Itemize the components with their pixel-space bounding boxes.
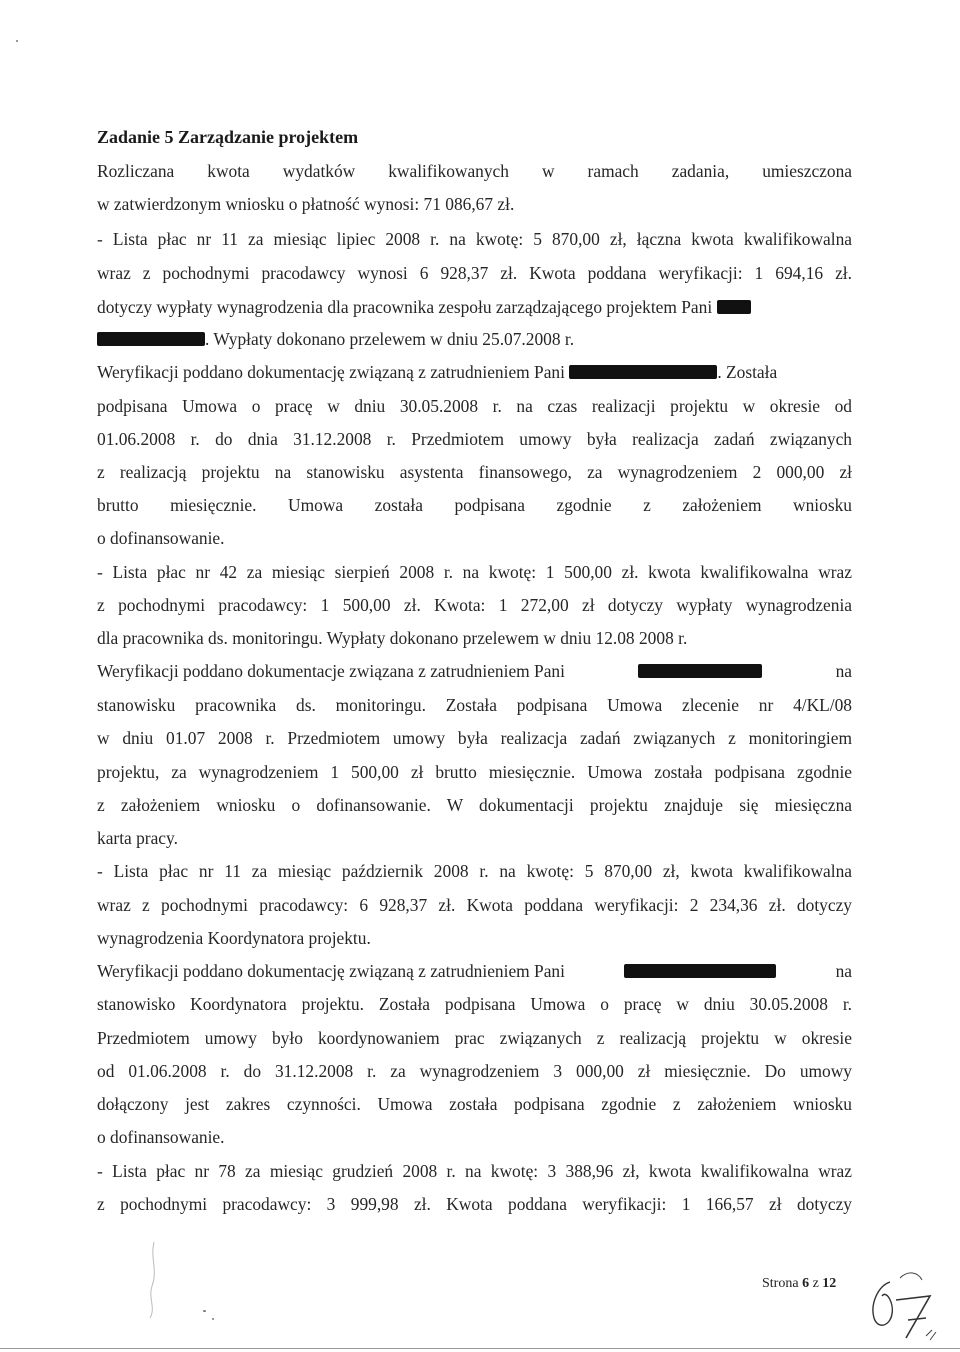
scan-speck: [203, 1310, 206, 1312]
text-line: - Lista płac nr 11 za miesiąc październik 2008 r. na kwotę: 5 870,00 zł, kwota kwalifikowalna: [97, 861, 852, 881]
text-line: [97, 361, 852, 383]
section-heading: Zadanie 5 Zarządzanie projektem: [97, 127, 359, 147]
scan-speck: [16, 40, 18, 42]
text-line: - Lista płac nr 78 za miesiąc grudzień 2008 r. na kwotę: 3 388,96 zł, kwota kwalifikowalna wraz: [97, 1161, 852, 1181]
scan-edge: [0, 1348, 960, 1349]
text-line: z założeniem wniosku o dofinansowanie. W dokumentacji projektu znajduje się miesięczna: [97, 795, 852, 815]
text-line: stanowisko Koordynatora projektu. Została podpisana Umowa o pracę w dniu 30.05.2008 r.: [97, 994, 852, 1014]
page-number-prefix: Strona: [762, 1276, 799, 1291]
text-line: o dofinansowanie.: [97, 528, 225, 548]
text-line: z pochodnymi pracodawcy: 1 500,00 zł. Kwota: 1 272,00 zł dotyczy wypłaty wynagrodzenia: [97, 595, 852, 615]
text-line: - Lista płac nr 11 za miesiąc lipiec 2008 r. na kwotę: 5 870,00 zł, łączna kwota kwalifikowalna: [97, 229, 852, 249]
text-line: [97, 296, 852, 318]
redaction-block: [97, 332, 205, 346]
text-line: dla pracownika ds. monitoringu. Wypłaty dokonano przelewem w dniu 12.08 2008 r.: [97, 628, 688, 648]
redaction-block: [624, 964, 776, 978]
text-line: z realizacją projektu na stanowisku asystenta finansowego, za wynagrodzeniem 2 000,00 zł: [97, 462, 852, 482]
redaction-block: [717, 300, 751, 314]
text-span: na: [835, 961, 852, 981]
text-line: [97, 328, 852, 350]
text-line: - Lista płac nr 42 za miesiąc sierpień 2008 r. na kwotę: 1 500,00 zł. kwota kwalifikowalna wraz: [97, 562, 852, 582]
scan-speck: [212, 1318, 214, 1320]
faint-pen-mark: [140, 1240, 170, 1320]
initials-signature: [860, 1260, 938, 1348]
text-line: Przedmiotem umowy było koordynowaniem prac związanych z realizacją projektu w okresie: [97, 1028, 852, 1048]
redaction-block: [638, 664, 762, 678]
text-span: Weryfikacji poddano dokumentację związaną z zatrudnieniem Pani: [97, 961, 565, 981]
text-line: wraz z pochodnymi pracodawcy wynosi 6 928,37 zł. Kwota poddana weryfikacji: 1 694,16 zł.: [97, 263, 852, 283]
text-span: . Została: [717, 362, 778, 382]
text-span: na: [835, 661, 852, 681]
text-line: projektu, za wynagrodzeniem 1 500,00 zł brutto miesięcznie. Umowa została podpisana zgodnie: [97, 762, 852, 782]
text-line: stanowisku pracownika ds. monitoringu. Została podpisana Umowa zlecenie nr 4/KL/08: [97, 695, 852, 715]
text-line: [97, 660, 852, 682]
page-number-current: 6: [802, 1276, 810, 1291]
text-span: Weryfikacji poddano dokumentacje związana z zatrudnieniem Pani: [97, 661, 565, 681]
text-span: dotyczy wypłaty wynagrodzenia dla pracownika zespołu zarządzającego projektem Pani: [97, 297, 713, 317]
text-line: od 01.06.2008 r. do 31.12.2008 r. za wynagrodzeniem 3 000,00 zł miesięcznie. Do umowy: [97, 1061, 852, 1081]
text-line: 01.06.2008 r. do dnia 31.12.2008 r. Przedmiotem umowy była realizacja zadań związanych: [97, 429, 852, 449]
text-line: wraz z pochodnymi pracodawcy: 6 928,37 zł. Kwota poddana weryfikacji: 2 234,36 zł. dotyczy: [97, 895, 852, 915]
text-line: o dofinansowanie.: [97, 1127, 225, 1147]
text-line: dołączony jest zakres czynności. Umowa została podpisana zgodnie z założeniem wniosku: [97, 1094, 852, 1114]
text-span: Weryfikacji poddano dokumentację związaną z zatrudnieniem Pani: [97, 362, 565, 382]
redaction-block: [569, 365, 717, 379]
page-number: [762, 1276, 836, 1292]
text-line: wynagrodzenia Koordynatora projektu.: [97, 928, 371, 948]
text-line: podpisana Umowa o pracę w dniu 30.05.2008 r. na czas realizacji projektu w okresie od: [97, 396, 852, 416]
text-line: w dniu 01.07 2008 r. Przedmiotem umowy była realizacja zadań związanych z monitoringiem: [97, 728, 852, 748]
text-line: Rozliczana kwota wydatków kwalifikowanych w ramach zadania, umieszczona: [97, 161, 852, 181]
text-line: karta pracy.: [97, 828, 178, 848]
page-number-total: 12: [822, 1276, 837, 1291]
text-span: . Wypłaty dokonano przelewem w dniu 25.07.2008 r.: [205, 329, 575, 349]
text-line: brutto miesięcznie. Umowa została podpisana zgodnie z założeniem wniosku: [97, 495, 852, 515]
text-line: w zatwierdzonym wniosku o płatność wynosi: 71 086,67 zł.: [97, 194, 515, 214]
text-line: z pochodnymi pracodawcy: 3 999,98 zł. Kwota poddana weryfikacji: 1 166,57 zł dotyczy: [97, 1194, 852, 1214]
text-line: [97, 960, 852, 982]
page-number-separator: z: [812, 1276, 819, 1291]
